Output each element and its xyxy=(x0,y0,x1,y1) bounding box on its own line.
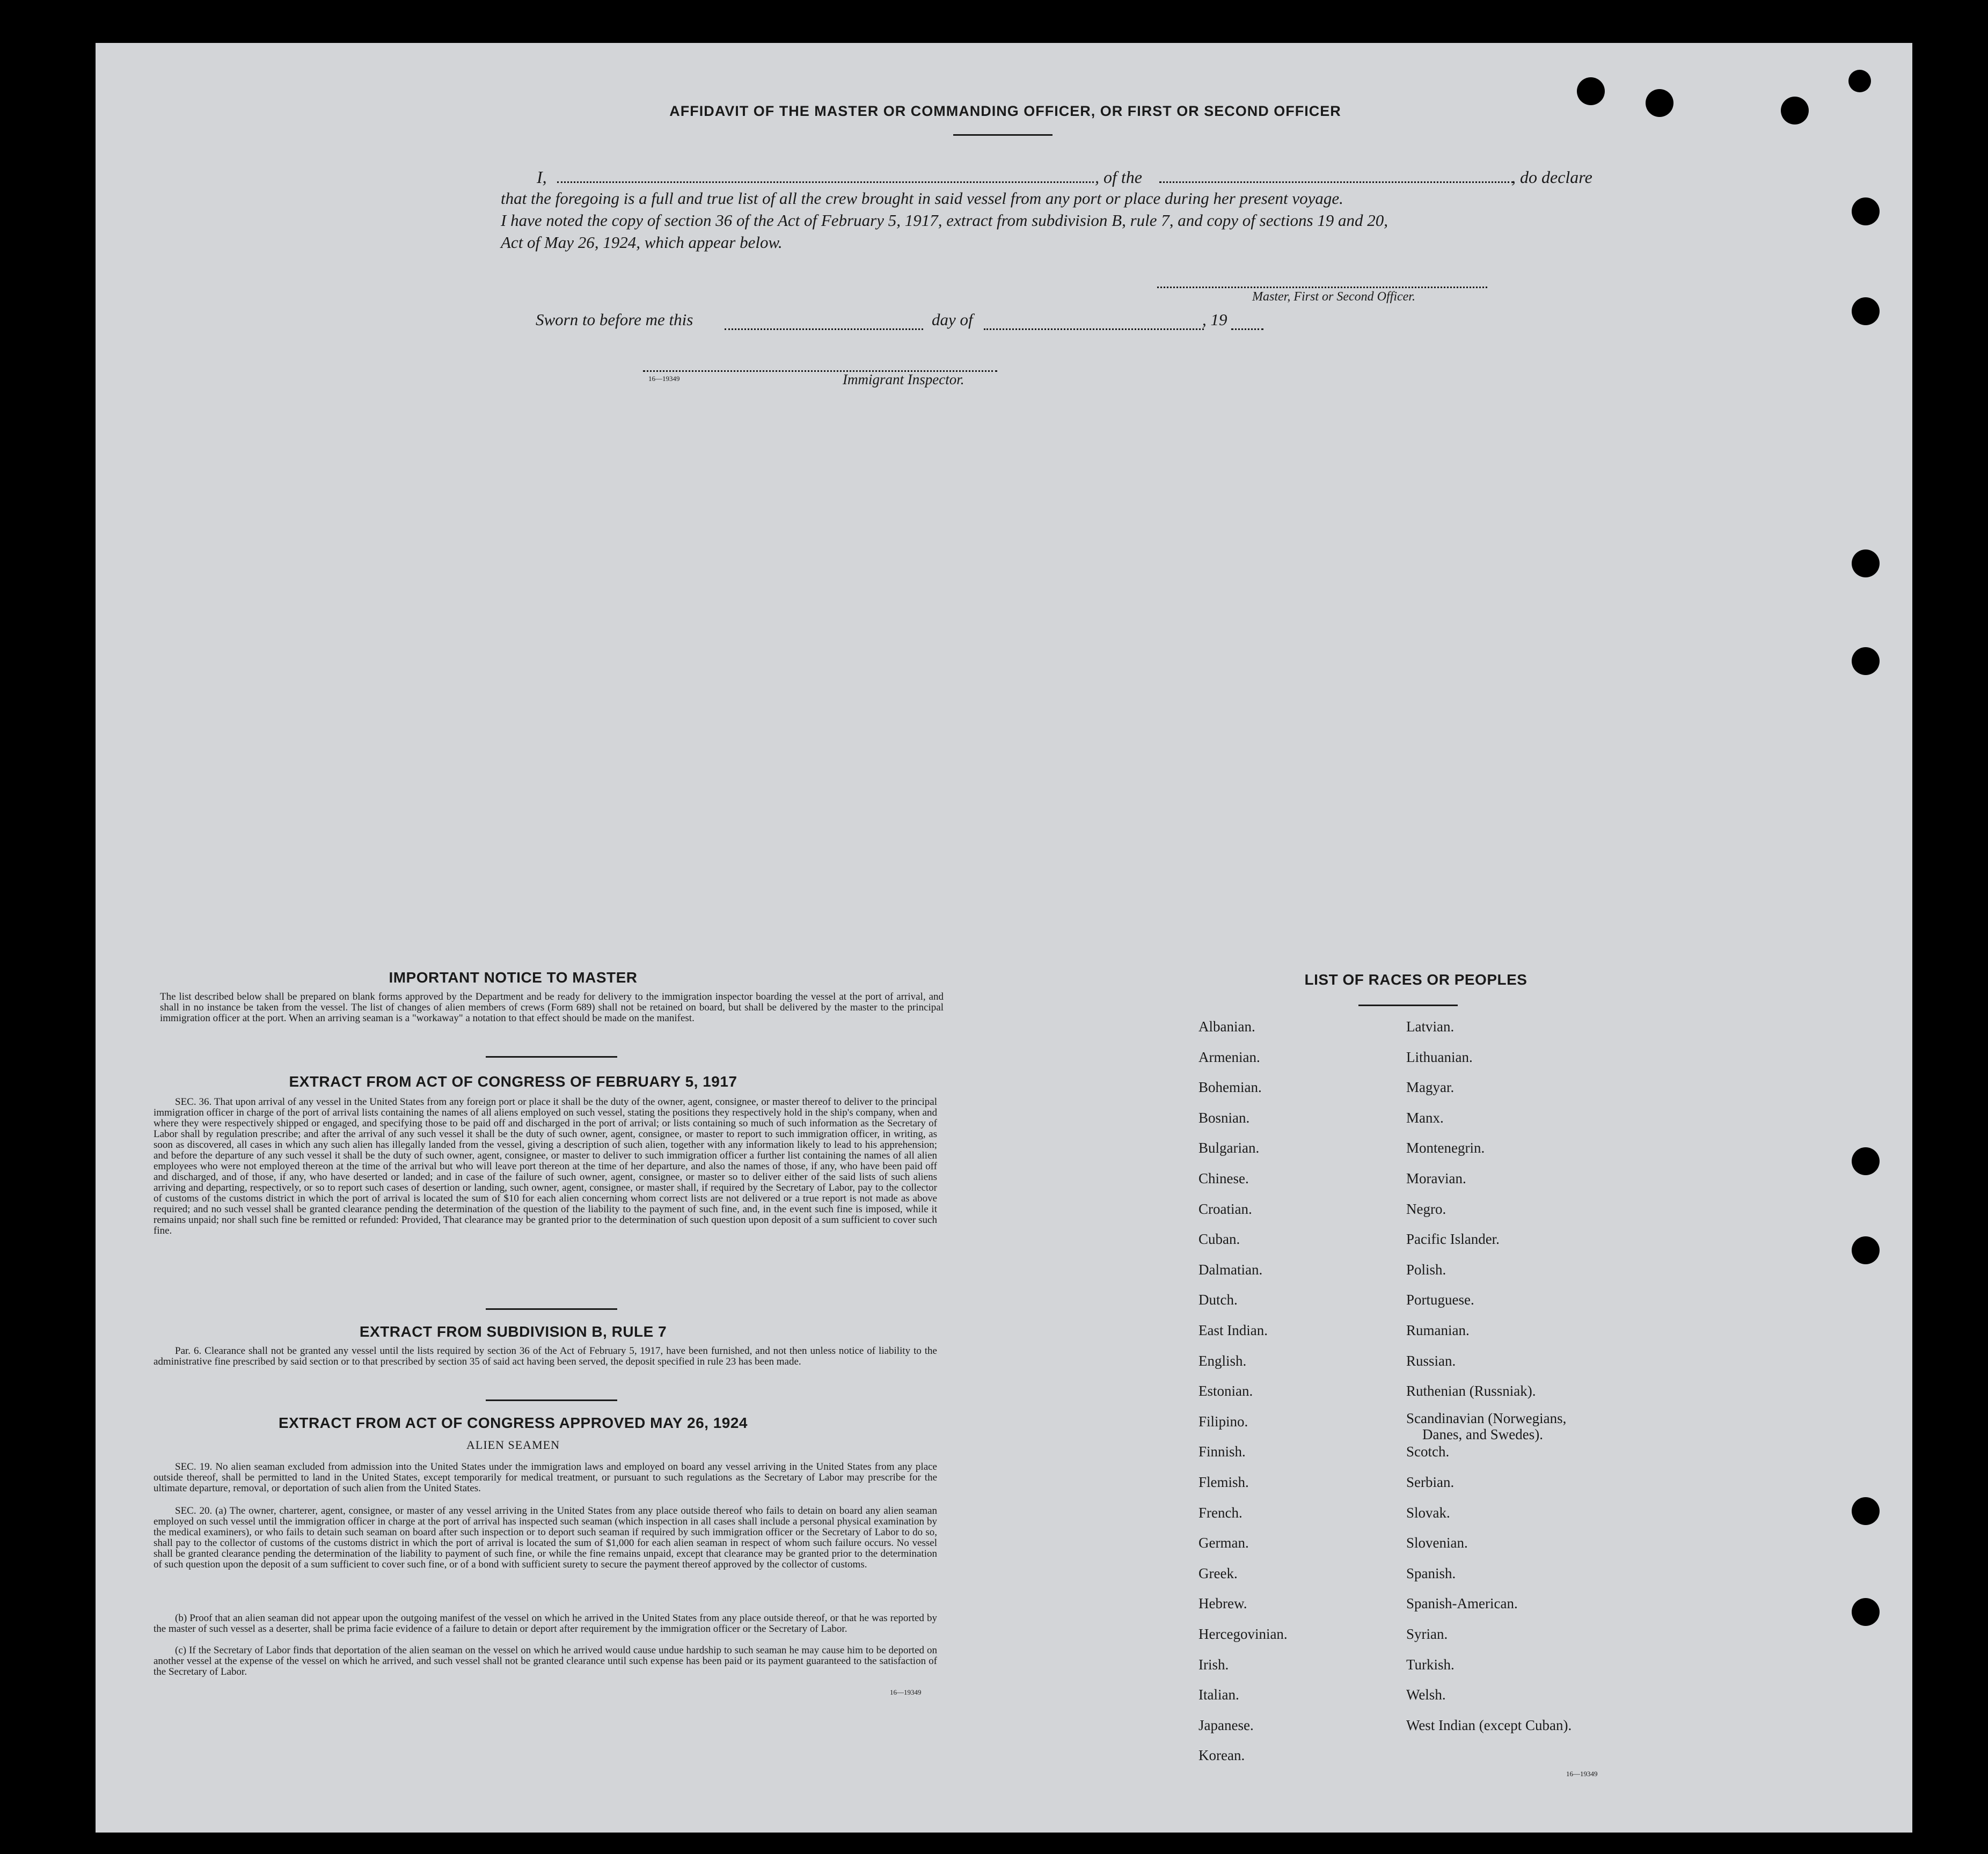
race-item: French. xyxy=(1198,1505,1242,1521)
punch-hole xyxy=(1781,97,1809,124)
race-item: Turkish. xyxy=(1406,1657,1455,1673)
section-rule xyxy=(486,1308,617,1310)
punch-hole xyxy=(1577,77,1605,105)
race-item: Portuguese. xyxy=(1406,1292,1474,1308)
extract-1924-sec20b: (b) Proof that an alien seaman did not appear upon the outgoing manifest of the vessel on which he arrived in the United States from any place outside thereof, or that he was reported by the master of such vessel as a deserter, shall be prima facie evidence of a failure to detain or deport after requirement by the immigration officer or the Secretary of Labor. xyxy=(154,1613,937,1635)
affidavit-line-4: Act of May 26, 1924, which appear below. xyxy=(501,233,783,252)
race-item: Cuban. xyxy=(1198,1231,1240,1247)
race-item: Finnish. xyxy=(1198,1443,1246,1460)
master-signature-line xyxy=(1157,287,1487,288)
race-item: Italian. xyxy=(1198,1687,1239,1703)
race-item: Russian. xyxy=(1406,1353,1456,1369)
punch-hole xyxy=(1852,1598,1880,1626)
punch-hole xyxy=(1852,1147,1880,1175)
races-title-rule xyxy=(1358,1005,1458,1006)
extract-rule7-body: Par. 6. Clearance shall not be granted any vessel until the lists required by section 36 of the Act of February 5, 1917, have been furnished, and not then unless notice of liability to the administrative fine prescribed by said section or to that prescribed by section 35 of said act having been served, the deposit specified in rule 23 has been made. xyxy=(154,1345,937,1367)
race-item: Dalmatian. xyxy=(1198,1262,1263,1278)
form-number: 16—19349 xyxy=(648,375,680,383)
race-item: Rumanian. xyxy=(1406,1322,1470,1338)
race-item: Danes, and Swedes). xyxy=(1422,1426,1543,1442)
race-item: Croatian. xyxy=(1198,1201,1252,1217)
form-number: 16—19349 xyxy=(1566,1770,1598,1778)
race-item: Syrian. xyxy=(1406,1626,1448,1642)
race-item: Spanish-American. xyxy=(1406,1595,1518,1611)
month-blank xyxy=(984,328,1204,330)
race-item: Latvian. xyxy=(1406,1018,1455,1035)
race-item: Estonian. xyxy=(1198,1383,1253,1399)
race-item: West Indian (except Cuban). xyxy=(1406,1717,1572,1733)
master-signature-label: Master, First or Second Officer. xyxy=(1252,290,1415,304)
sworn-label: Sworn to before me this xyxy=(536,310,693,329)
race-item: Bohemian. xyxy=(1198,1079,1262,1095)
race-item: German. xyxy=(1198,1535,1249,1551)
race-item: Hebrew. xyxy=(1198,1595,1247,1611)
race-item: Lithuanian. xyxy=(1406,1049,1473,1065)
year-label: , 19 xyxy=(1202,310,1227,329)
race-item: English. xyxy=(1198,1353,1247,1369)
race-item: Flemish. xyxy=(1198,1474,1249,1490)
section-rule xyxy=(486,1056,617,1058)
race-item: Pacific Islander. xyxy=(1406,1231,1500,1247)
race-item: Slovak. xyxy=(1406,1505,1450,1521)
punch-hole xyxy=(1852,549,1880,577)
sworn-blank xyxy=(725,328,923,330)
title-rule xyxy=(953,134,1053,136)
race-item: Montenegrin. xyxy=(1406,1140,1485,1156)
races-title: LIST OF RACES OR PEOPLES xyxy=(1304,971,1527,988)
punch-hole xyxy=(1852,1497,1880,1525)
punch-hole xyxy=(1852,197,1880,225)
extract-rule7-title: EXTRACT FROM SUBDIVISION B, RULE 7 xyxy=(359,1323,667,1340)
name-blank xyxy=(557,181,1094,183)
section-rule xyxy=(486,1399,617,1401)
affidavit-line-2: that the foregoing is a full and true list of all the crew brought in said vessel from any port or place during her present voyage. xyxy=(501,189,1343,208)
notice-title: IMPORTANT NOTICE TO MASTER xyxy=(389,969,638,986)
year-blank xyxy=(1231,328,1263,330)
race-item: Bulgarian. xyxy=(1198,1140,1260,1156)
race-item: Armenian. xyxy=(1198,1049,1260,1065)
race-item: Manx. xyxy=(1406,1110,1444,1126)
race-item: Ruthenian (Russniak). xyxy=(1406,1383,1536,1399)
race-item: Albanian. xyxy=(1198,1018,1255,1035)
extract-1917-title: EXTRACT FROM ACT OF CONGRESS OF FEBRUARY 5, 1917 xyxy=(289,1073,737,1090)
affidavit-do-declare: , do declare xyxy=(1511,167,1592,187)
punch-hole xyxy=(1852,1236,1880,1264)
affidavit-of-the: , of the xyxy=(1095,167,1142,187)
race-item: Irish. xyxy=(1198,1657,1229,1673)
race-item: Welsh. xyxy=(1406,1687,1446,1703)
extract-1924-sec19: SEC. 19. No alien seaman excluded from admission into the United States under the immigration laws and employed on board any vessel arriving in the United States from any place outside thereof, shall be permitted to land in the United States, except temporarily for medical treatment, or pursuant to such regulations as the Secretary of Labor may prescribe for the ultimate departure, removal, or deportation of such alien from the United States. xyxy=(154,1461,937,1494)
race-item: Slovenian. xyxy=(1406,1535,1468,1551)
extract-1924-title: EXTRACT FROM ACT OF CONGRESS APPROVED MAY 26, 1924 xyxy=(279,1415,748,1431)
race-item: Filipino. xyxy=(1198,1413,1248,1430)
inspector-label: Immigrant Inspector. xyxy=(843,371,964,387)
affidavit-line-3: I have noted the copy of section 36 of the Act of February 5, 1917, extract from subdivision B, rule 7, and copy of sections 19 and 20, xyxy=(501,211,1388,230)
punch-hole xyxy=(1646,89,1673,117)
punch-hole xyxy=(1852,297,1880,325)
extract-1917-body: SEC. 36. That upon arrival of any vessel in the United States from any foreign port or place it shall be the duty of the owner, agent, consignee, or master thereof to deliver to the principal immigration officer in charge of the port of arrival lists containing the names of all aliens employed on such vessel, stating the positions they respectively hold in the ship's company, when and where they were respectively shipped or engaged, and specifying those to be paid off and discharged in the port of arrival; or lists containing so much of such information as the Secretary of Labor shall by regulation prescribe; and after the arrival of any such vessel it shall be the duty of such owner, agent, consignee, or master to report to such immigration officer, in writing, as soon as discovered, all cases in which any such alien has illegally landed from the vessel, giving a description of such alien, together with any information likely to lead to his apprehension; and before the departure of any such vessel it shall be the duty of such owner, agent, consignee, or master to deliver to such immigration officer a further list containing the names of all alien employees who were not employed thereon at the time of the arrival but who will leave port thereon at the time of her departure, and also the names of those, if any, who have been paid off and discharged, and of those, if any, who have deserted or landed; and in case of the failure of such owner, agent, consignee, or master so to deliver either of the said lists of such aliens arriving and departing, respectively, or so to report such cases of desertion or landing, such owner, agent, consignee, or master shall, if required by the Secretary of Labor, pay to the collector of customs of the customs district in which the port of arrival is located the sum of $10 for each alien concerning whom correct lists are not delivered or a true report is not made as above required; and no such vessel shall be granted clearance pending the determination of the question of the liability to the payment of such fine, and, in the event such fine is imposed, while it remains unpaid; nor shall such fine be remitted or refunded: Provided, That clearance may be granted prior to the determination of such question upon deposit of a sum sufficient to cover such fine. xyxy=(154,1096,937,1236)
race-item: Scandinavian (Norwegians, xyxy=(1406,1410,1567,1426)
extract-1924-subtitle: ALIEN SEAMEN xyxy=(466,1438,560,1452)
extract-1924-sec20: SEC. 20. (a) The owner, charterer, agent, consignee, or master of any vessel arriving in the United States from any place outside thereof who fails to detain on board any alien seaman employed on such vessel until the immigration officer in charge at the port of arrival has inspected such seaman (which inspection in all cases shall include a personal physical examination by the medical examiners), or who fails to detain such seaman on board after such inspection or to deport such seaman if required by such immigration officer or the Secretary of Labor to do so, shall pay to the collector of customs of the customs district in which the port of arrival is located the sum of $1,000 for each alien seaman in respect of whom such failure occurs. No vessel shall be granted clearance pending the determination of the liability to payment of such fine, or while the fine remains unpaid, except that clearance may be granted prior to the determination of such question upon the deposit of a sum sufficient to cover such fine, or of a bond with sufficient surety to secure the payment thereof approved by the collector of customs. xyxy=(154,1505,937,1570)
affidavit-i-label: I, xyxy=(537,167,547,187)
race-item: Polish. xyxy=(1406,1262,1446,1278)
race-item: Scotch. xyxy=(1406,1443,1450,1460)
race-item: Japanese. xyxy=(1198,1717,1254,1733)
race-item: Negro. xyxy=(1406,1201,1446,1217)
race-item: Magyar. xyxy=(1406,1079,1455,1095)
race-item: Spanish. xyxy=(1406,1565,1456,1581)
day-of-label: day of xyxy=(932,310,973,329)
document-page xyxy=(96,43,1912,1833)
race-item: Moravian. xyxy=(1406,1170,1466,1186)
race-item: East Indian. xyxy=(1198,1322,1268,1338)
vessel-blank xyxy=(1159,181,1514,183)
race-item: Bosnian. xyxy=(1198,1110,1250,1126)
race-item: Chinese. xyxy=(1198,1170,1249,1186)
extract-1924-sec20c: (c) If the Secretary of Labor finds that deportation of the alien seaman on the vessel on which he arrived would cause undue hardship to such seaman he may cause him to be deported on another vessel at the expense of the vessel on which he arrived, and such vessel shall not be granted clearance until such expense has been paid or its payment guaranteed to the satisfaction of the Secretary of Labor. xyxy=(154,1645,937,1677)
notice-body: The list described below shall be prepared on blank forms approved by the Department and be ready for delivery to the immigration inspector boarding the vessel at the port of arrival, and shall in no instance be taken from the vessel. The list of changes of alien members of crews (Form 689) shall not be retained on board, but shall be delivered by the master to the principal immigration officer at the port. When an arriving seaman is a "workaway" a notation to that effect should be made on the manifest. xyxy=(160,991,944,1024)
race-item: Serbian. xyxy=(1406,1474,1455,1490)
punch-hole xyxy=(1848,70,1871,92)
form-number: 16—19349 xyxy=(890,1688,922,1696)
affidavit-title: AFFIDAVIT OF THE MASTER OR COMMANDING OFFICER, OR FIRST OR SECOND OFFICER xyxy=(669,103,1341,119)
race-item: Dutch. xyxy=(1198,1292,1238,1308)
punch-hole xyxy=(1852,647,1880,675)
race-item: Greek. xyxy=(1198,1565,1238,1581)
race-item: Hercegovinian. xyxy=(1198,1626,1288,1642)
race-item: Korean. xyxy=(1198,1747,1245,1763)
